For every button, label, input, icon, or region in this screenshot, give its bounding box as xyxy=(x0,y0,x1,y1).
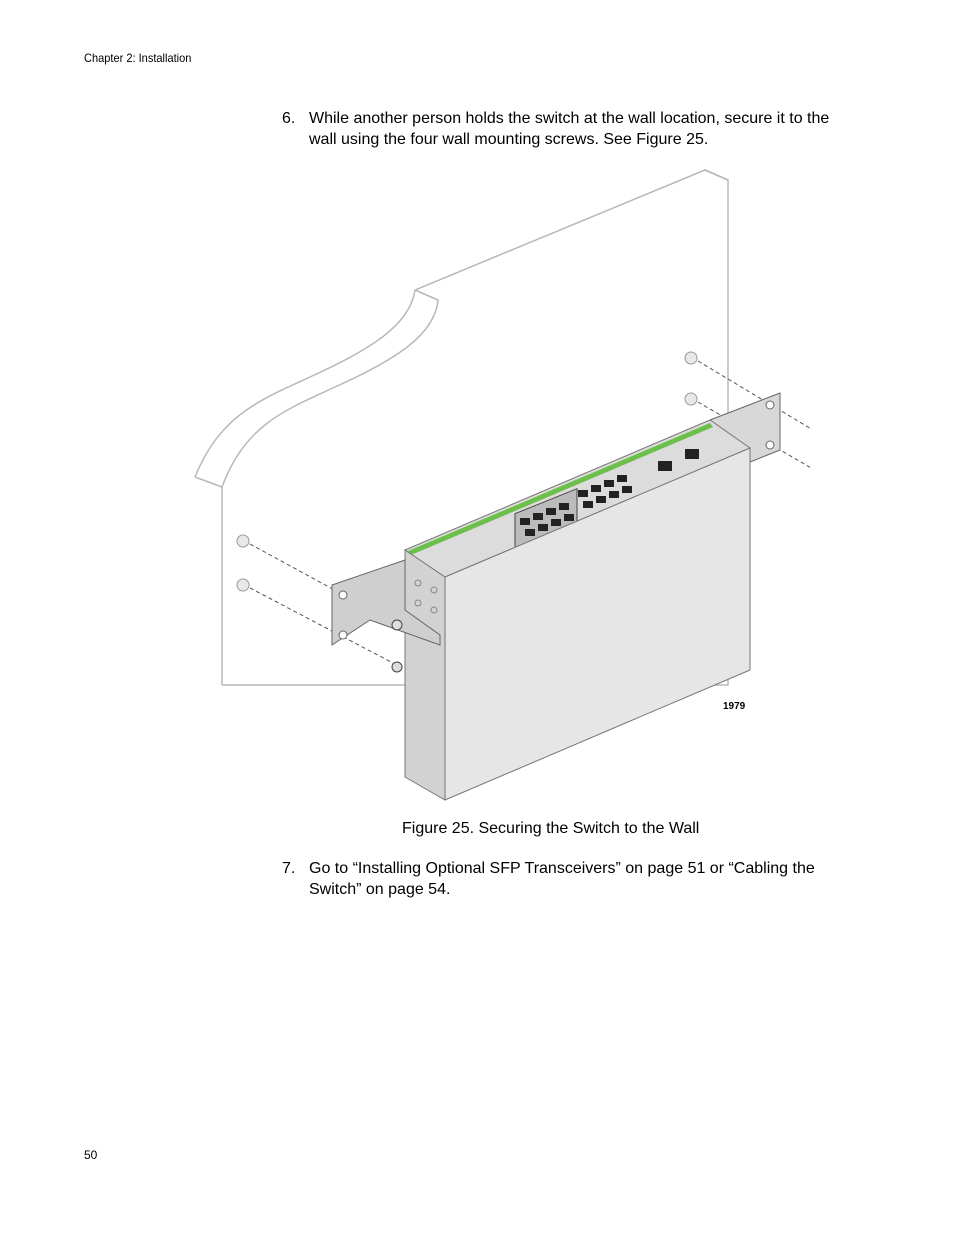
step-text: Go to “Installing Optional SFP Transceivers” on page 51 or “Cabling the Switch” on page 54. xyxy=(309,860,815,898)
figure-id-label: 1979 xyxy=(723,701,746,712)
page-header: Chapter 2: Installation xyxy=(84,51,192,65)
page-number: 50 xyxy=(84,1148,98,1162)
wall-edge xyxy=(222,290,438,487)
switch-wall-illustration xyxy=(190,165,810,810)
wall-hole xyxy=(237,535,249,547)
device-side xyxy=(405,550,445,800)
step-number: 7. xyxy=(282,860,296,877)
wall-hole xyxy=(685,352,697,364)
wall-hole xyxy=(685,393,697,405)
figure-caption: Figure 25. Securing the Switch to the Wall xyxy=(402,820,700,837)
wall-hole xyxy=(237,579,249,591)
figure-wall-mount-illustration xyxy=(190,165,810,810)
step-number: 6. xyxy=(282,110,296,127)
step-text: While another person holds the switch at the wall location, secure it to the wall using the four wall mounting screws. See Figure 25. xyxy=(309,110,830,148)
